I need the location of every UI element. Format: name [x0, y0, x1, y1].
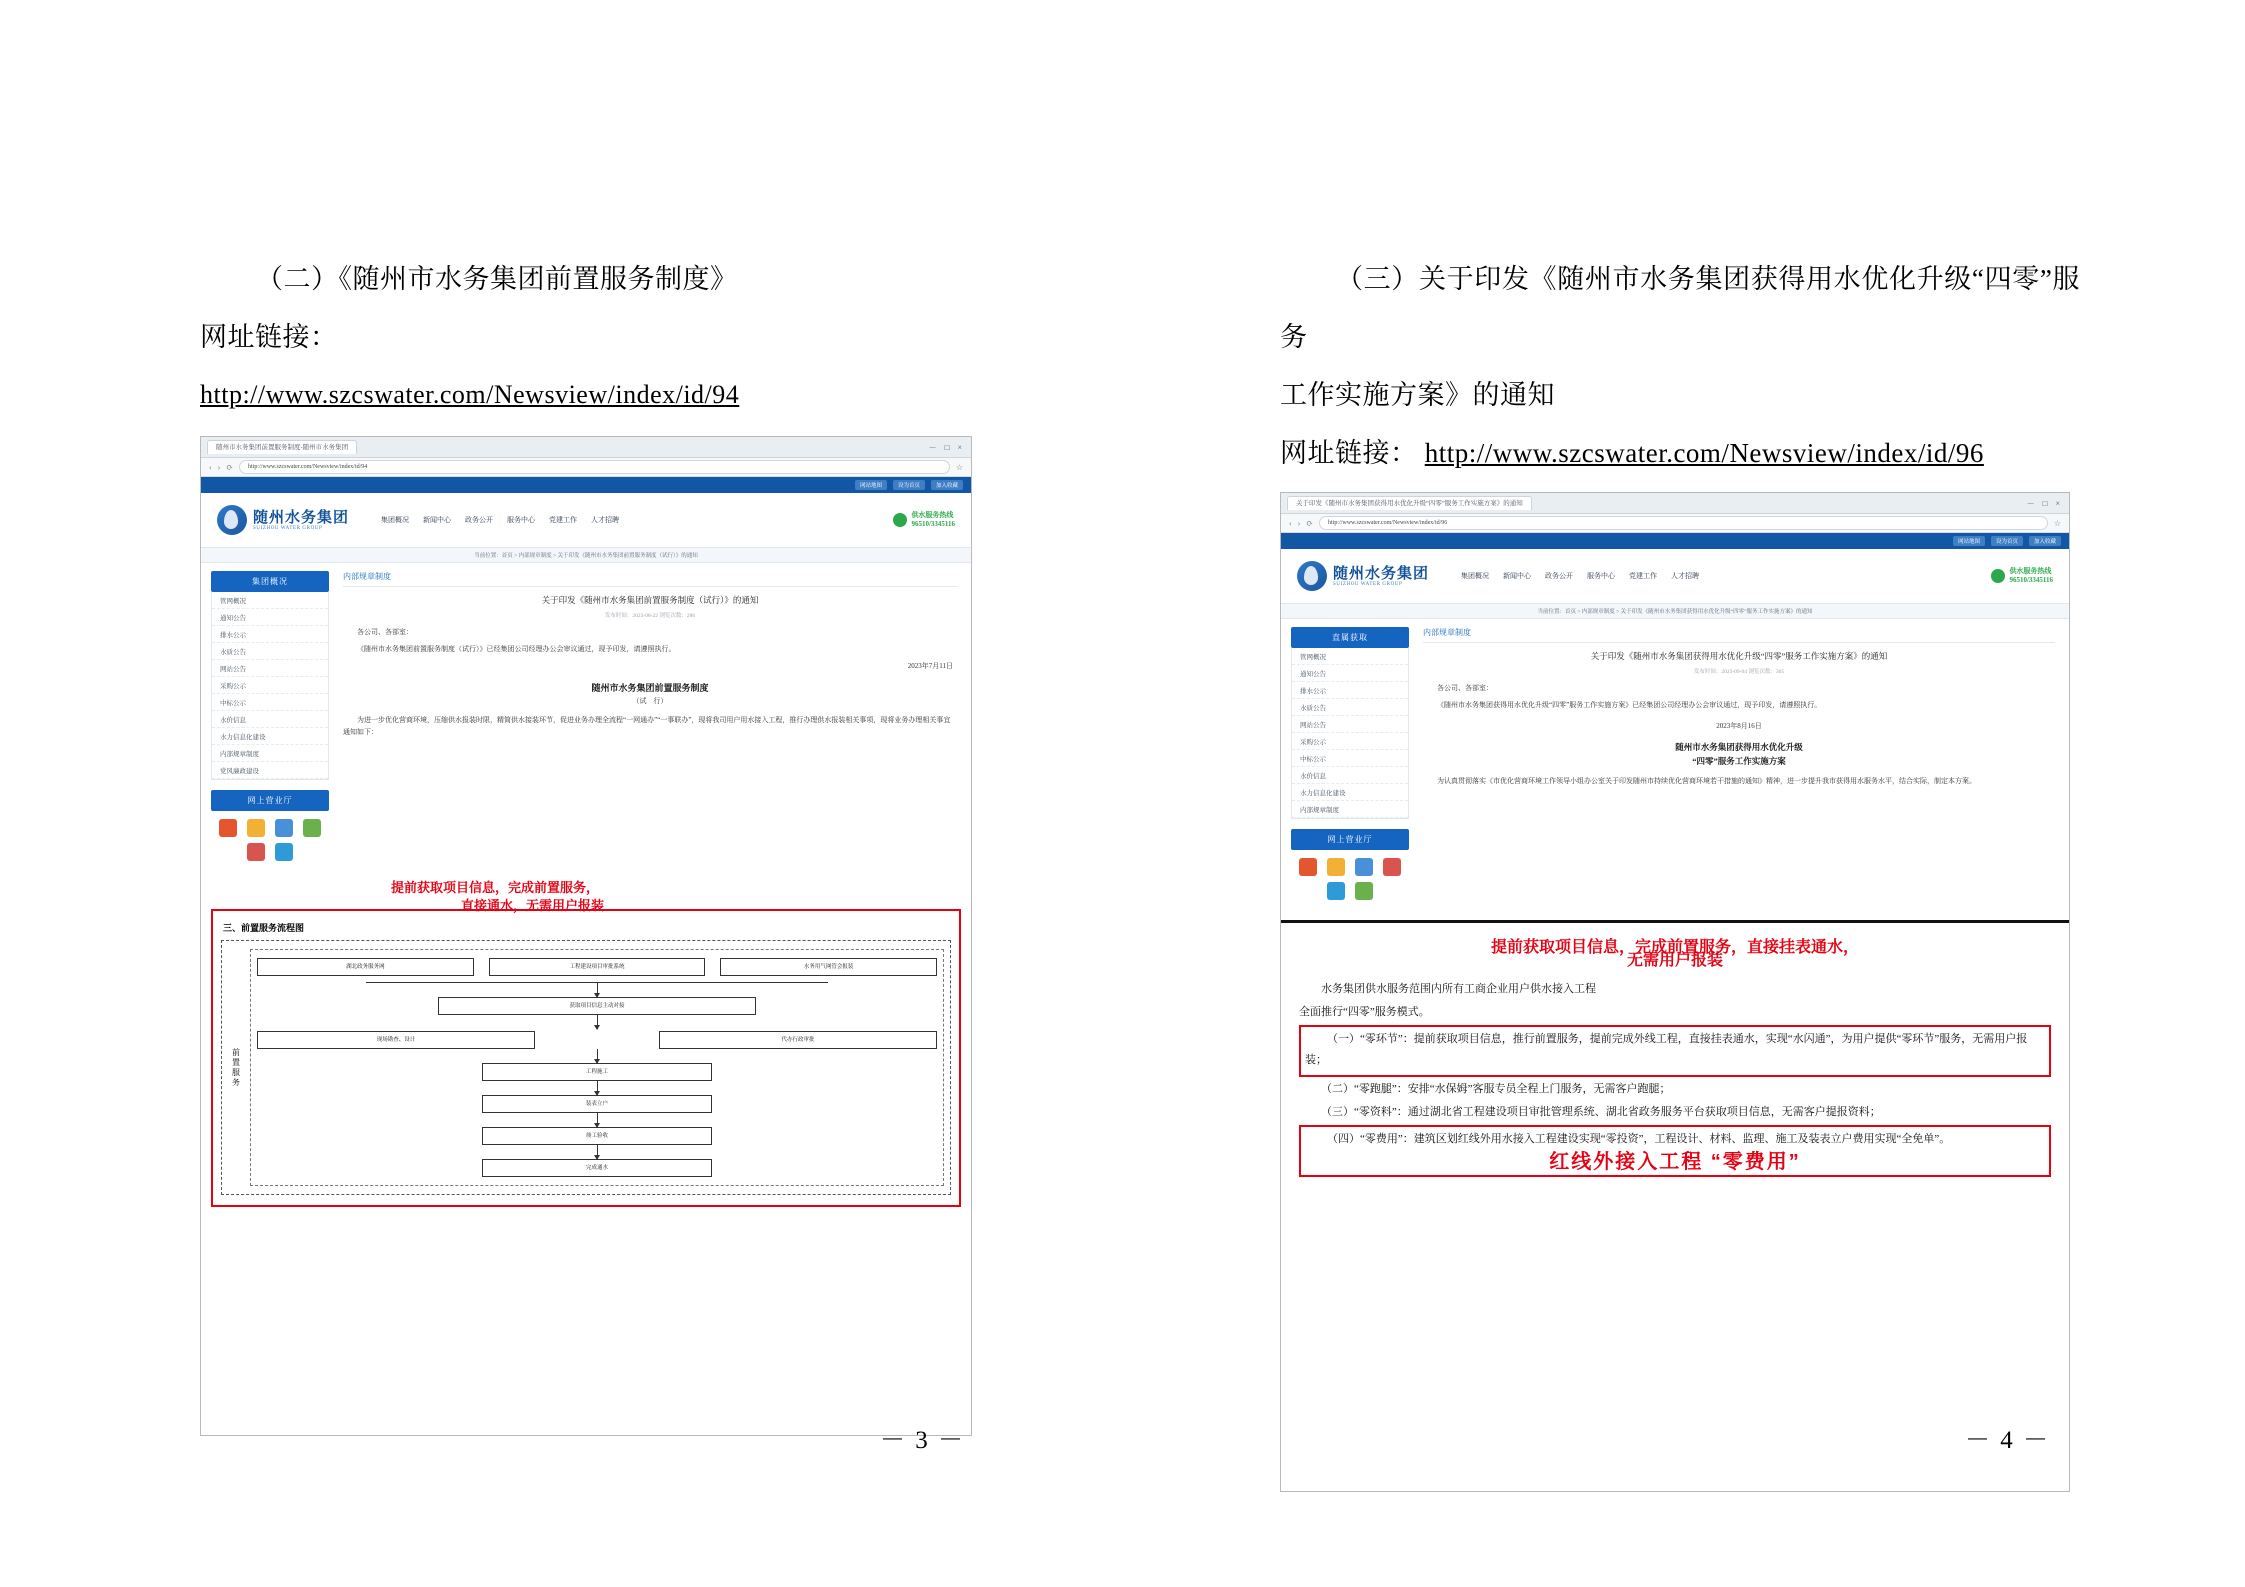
hotline-label-right: 供水服务热线	[2009, 567, 2052, 575]
right-article-text	[1281, 923, 2069, 1189]
service-guide-icon[interactable]	[247, 843, 265, 861]
flow-node-chain-2: 竣工验收	[482, 1127, 712, 1145]
page-number-right: － 4 －	[1965, 1427, 2051, 1454]
breadcrumb: 当前位置：首页 > 内部规章制度 > 关于印发《随州市水务集团前置服务制度（试行）》的通知	[201, 548, 971, 563]
content-head-right: 内部规章制度	[1423, 627, 2055, 643]
site-body	[201, 563, 971, 877]
sidebar-item-right-4[interactable]: 网站公告	[1292, 716, 1408, 733]
address-input[interactable]: http://www.szcswater.com/Newsview/index/id/94	[239, 460, 950, 474]
hotline-right	[1991, 567, 2053, 585]
browser-chrome	[201, 437, 971, 458]
browser-tab-right[interactable]: 关于印发《随州市水务集团获得用水优化升级“四零”服务工作实施方案》的通知	[1287, 496, 1532, 510]
article-body: 《随州市水务集团前置服务制度（试行）》已经集团公司经理办公会审议通过，现予印发，请遵照执行。	[357, 645, 676, 653]
feedback-icon-right[interactable]	[1327, 882, 1345, 900]
right-item-2: （二）“零跑腿”：安排“水保姆”客服专员全程上门服务，无需客户跑腿；	[1321, 1083, 1671, 1095]
site-top-link-0[interactable]: 网站地图	[855, 480, 887, 490]
flow-connector-5	[597, 1113, 598, 1127]
window-controls[interactable]: － □ ×	[928, 442, 965, 452]
sidebar-service-icons	[211, 811, 329, 869]
red-annotation-right-line1: 提前获取项目信息，完成前置服务，直接挂表通水，	[1490, 939, 1859, 956]
sidebar-item-0[interactable]: 管网概况	[212, 592, 328, 609]
red-annotation-right-line2: 无需用户报装	[1626, 952, 1723, 969]
site-top-link-right-1[interactable]: 设为首页	[1991, 536, 2023, 546]
left-column	[200, 250, 1000, 1436]
sidebar-title-2-right: 网上营业厅	[1291, 829, 1409, 850]
sidebar-title: 集团概况	[211, 571, 329, 592]
flow-connector-3	[597, 1049, 598, 1063]
sidebar-item-1[interactable]: 通知公告	[212, 609, 328, 626]
forward-arrow-icon-right[interactable]: ›	[1297, 518, 1301, 528]
star-icon-right[interactable]: ☆	[2053, 518, 2061, 528]
sidebar-item-10[interactable]: 党风廉政建设	[212, 762, 328, 779]
back-arrow-icon[interactable]: ‹	[209, 462, 212, 472]
site-topbar	[201, 477, 971, 493]
site-nav-right	[1461, 571, 1699, 581]
right-screenshot	[1280, 492, 2070, 1492]
right-item-1: （一）“零环节”：提前获取项目信息，推行前置服务，提前完成外线工程，直接挂表通水，实现“水闪通”，为用户提供“零环节”服务，无需用户报装；	[1305, 1033, 2028, 1066]
nav-item-5[interactable]: 人才招聘	[591, 516, 620, 524]
browser-address-bar-right	[1281, 514, 2069, 533]
sidebar-service-icons-right	[1291, 850, 1409, 908]
right-item-1-box	[1299, 1025, 2051, 1077]
logo-text-cn-right: 随州水务集团	[1333, 565, 1430, 582]
browser-tab[interactable]: 随州市水务集团前置服务制度-随州市水务集团	[207, 440, 357, 454]
article-meta-right: 发布时间：2023-09-04 浏览次数：305	[1693, 669, 1785, 675]
nav-item-right-1[interactable]: 新闻中心	[1503, 572, 1532, 580]
site-top-link-1[interactable]: 设为首页	[893, 480, 925, 490]
left-link-label: 网址链接：	[200, 322, 338, 352]
red-annotation-right-big: 红线外接入工程 “零费用”	[1549, 1151, 1801, 1173]
right-link-label: 网址链接：	[1280, 438, 1418, 468]
flow-node-top-2: 水务用气网管会报装	[720, 958, 937, 976]
left-url[interactable]: http://www.szcswater.com/Newsview/index/id/94	[200, 380, 740, 409]
sidebar-item-right-6[interactable]: 中标公示	[1292, 750, 1408, 767]
window-controls-right[interactable]: － □ ×	[2026, 498, 2063, 508]
sidebar-item-right-9[interactable]: 内部规章制度	[1292, 801, 1408, 818]
nav-item-right-3[interactable]: 服务中心	[1587, 572, 1616, 580]
nav-item-2[interactable]: 政务公开	[465, 516, 494, 524]
nav-item-1[interactable]: 新闻中心	[423, 516, 452, 524]
back-arrow-icon-right[interactable]: ‹	[1289, 518, 1292, 528]
sidebar-item-7[interactable]: 水价信息	[212, 711, 328, 728]
sidebar-item-8[interactable]: 水力信息化建设	[212, 728, 328, 745]
sidebar-right	[1281, 619, 1415, 916]
bill-query-icon-right[interactable]	[1299, 858, 1317, 876]
left-screenshot	[200, 436, 972, 1436]
right-item-3: （三）“零资料”：通过湖北省工程建设项目审批管理系统、湖北省政务服务平台获取项目信息，无需客户提报资料；	[1321, 1106, 1881, 1118]
nav-item-right-5[interactable]: 人才招聘	[1671, 572, 1700, 580]
online-pay-icon-right[interactable]	[1327, 858, 1345, 876]
service-guide-icon-right[interactable]	[1383, 858, 1401, 876]
flowchart-inner	[221, 940, 951, 1195]
refresh-icon[interactable]: ⟳	[226, 462, 234, 472]
article-meta: 发布时间：2023-08-22 浏览次数：286	[604, 613, 696, 619]
sidebar-title-right: 直属获取	[1291, 627, 1409, 648]
site-content	[335, 563, 971, 877]
sidebar-item-right-3[interactable]: 水质公告	[1292, 699, 1408, 716]
inner-doc-paragraph-right: 为认真贯彻落实《市优化营商环境工作领导小组办公室关于印发随州市持续优化营商环境若干措施的通知》精神，进一步提升我市获得用水服务水平，结合实际，制定本方案。	[1437, 777, 1976, 785]
right-intro-2: 全面推行“四零”服务模式。	[1299, 1006, 1430, 1018]
sidebar-item-right-8[interactable]: 水力信息化建设	[1292, 784, 1408, 801]
sidebar-item-right-0[interactable]: 管网概况	[1292, 648, 1408, 665]
red-annotation-line1: 提前获取项目信息，完成前置服务，	[391, 880, 600, 895]
business-handle-icon[interactable]	[275, 819, 293, 837]
flow-connector-2	[597, 1015, 598, 1029]
logo-text-cn: 随州水务集团	[253, 509, 350, 526]
address-input-right[interactable]: http://www.szcswater.com/Newsview/index/id/96	[1319, 516, 2048, 530]
hotline-label: 供水服务热线	[911, 511, 954, 519]
phone-icon	[893, 513, 907, 527]
flow-connector-6	[597, 1145, 598, 1159]
breadcrumb-right: 当前位置：首页 > 内部规章制度 > 关于印发《随州市水务集团获得用水优化升级“四零”服务工作实施方案》的通知	[1281, 604, 2069, 619]
flow-node-chain-0: 工程施工	[482, 1063, 712, 1081]
right-url[interactable]: http://www.szcswater.com/Newsview/index/id/96	[1424, 438, 1984, 468]
site-top-link-right-2[interactable]: 加入收藏	[2029, 536, 2061, 546]
star-icon[interactable]: ☆	[955, 462, 963, 472]
sidebar-item-3[interactable]: 水质公告	[212, 643, 328, 660]
water-apply-icon[interactable]	[303, 819, 321, 837]
nav-item-3[interactable]: 服务中心	[507, 516, 536, 524]
site-logo-right[interactable]	[1297, 561, 1429, 591]
sidebar-list	[211, 592, 329, 780]
water-apply-icon-right[interactable]	[1355, 882, 1373, 900]
browser-address-bar	[201, 458, 971, 477]
forward-arrow-icon[interactable]: ›	[217, 462, 221, 472]
right-heading-line1: （三）关于印发《随州市水务集团获得用水优化升级“四零”服务	[1280, 264, 2080, 352]
hotline-number-right: 96510/3345116	[2009, 576, 2053, 584]
article-body-right: 《随州市水务集团获得用水优化升级“四零”服务工作实施方案》已经集团公司经理办公会审议通过，现予印发，请遵照执行。	[1437, 701, 1822, 709]
sidebar-item-right-1[interactable]: 通知公告	[1292, 665, 1408, 682]
refresh-icon-right[interactable]: ⟳	[1306, 518, 1314, 528]
hotline	[893, 511, 955, 529]
sidebar-item-6[interactable]: 中标公示	[212, 694, 328, 711]
flow-node-top-0: 湖北政务服务网	[257, 958, 474, 976]
bill-query-icon[interactable]	[219, 819, 237, 837]
red-annotation-line2: 直接通水，无需用户报装	[461, 898, 605, 913]
nav-item-right-2[interactable]: 政务公开	[1545, 572, 1574, 580]
site-content-right	[1415, 619, 2069, 916]
article-title-right: 关于印发《随州市水务集团获得用水优化升级“四零”服务工作实施方案》的通知	[1590, 651, 1888, 661]
flow-node-top-1: 工程建设项目审批系统	[489, 958, 706, 976]
phone-icon-right	[1991, 569, 2005, 583]
right-column	[1280, 250, 2080, 1492]
site-body-right	[1281, 619, 2069, 916]
browser-chrome-right	[1281, 493, 2069, 514]
sidebar-item-right-5[interactable]: 采购公示	[1292, 733, 1408, 750]
flowchart-pair-row	[257, 1031, 937, 1049]
business-handle-icon-right[interactable]	[1355, 858, 1373, 876]
flow-connector-1	[597, 983, 598, 997]
sidebar-item-right-2[interactable]: 排水公示	[1292, 682, 1408, 699]
site-nav	[381, 515, 619, 525]
site-topbar-right	[1281, 533, 2069, 549]
left-heading: （二）《随州市水务集团前置服务制度》	[256, 264, 738, 294]
nav-item-4[interactable]: 党建工作	[549, 516, 578, 524]
flowchart	[211, 909, 961, 1207]
page-number-left: － 3 －	[880, 1427, 966, 1454]
flow-node-chain-1: 装表立户	[482, 1095, 712, 1113]
content-head: 内部规章制度	[343, 571, 957, 587]
sidebar-title-2: 网上营业厅	[211, 790, 329, 811]
flow-node-mid: 获取项目信息主动对接	[438, 997, 757, 1015]
article-date: 2023年7月11日	[907, 662, 953, 670]
water-drop-logo-icon	[217, 505, 247, 535]
hotline-number: 96510/3345116	[911, 520, 955, 528]
flow-node-chain-3: 完成通水	[482, 1159, 712, 1177]
flowchart-top-row	[257, 958, 937, 976]
article-salutation-right: 各公司、各部室：	[1437, 684, 1493, 692]
inner-doc-title-right-2: “四零”服务工作实施方案	[1692, 756, 1786, 766]
flowchart-body	[250, 949, 944, 1186]
right-item-4: （四）“零费用”：建筑区划红线外用水接入工程建设实现“零投资”，工程设计、材料、监理、施工及装表立户费用实现“全免单”。	[1327, 1133, 1951, 1145]
feedback-icon[interactable]	[275, 843, 293, 861]
sidebar-item-2[interactable]: 排水公示	[212, 626, 328, 643]
flow-connector-4	[597, 1081, 598, 1095]
logo-text-en-right: SUIZHOU WATER GROUP	[1333, 581, 1403, 587]
sidebar-list-right	[1291, 648, 1409, 819]
sidebar	[201, 563, 335, 877]
logo-text-en: SUIZHOU WATER GROUP	[253, 525, 323, 531]
site-header	[201, 493, 971, 548]
site-header-right	[1281, 549, 2069, 604]
right-item-4-box	[1299, 1125, 2051, 1177]
online-pay-icon[interactable]	[247, 819, 265, 837]
site-top-link-right-0[interactable]: 网站地图	[1953, 536, 1985, 546]
right-intro-1: 水务集团供水服务范围内所有工商企业用户供水接入工程	[1321, 983, 1596, 995]
inner-doc-title-right-1: 随州市水务集团获得用水优化升级	[1675, 742, 1803, 752]
site-top-link-2[interactable]: 加入收藏	[931, 480, 963, 490]
flowchart-title: 三、前置服务流程图	[223, 923, 305, 933]
site-logo[interactable]	[217, 505, 349, 535]
article-title: 关于印发《随州市水务集团前置服务制度（试行）》的通知	[541, 595, 759, 605]
nav-item-right-4[interactable]: 党建工作	[1629, 572, 1658, 580]
flowchart-vertical-label: 前置服务	[231, 1047, 241, 1088]
sidebar-item-4[interactable]: 网站公告	[212, 660, 328, 677]
right-heading-line2: 工作实施方案》的通知	[1280, 380, 1555, 410]
inner-doc-paragraph: 为进一步优化营商环境，压缩供水报装时限，精简供水接装环节，促进业务办理全流程“一网通办”“一事联办”，现将我司用户用水接入工程，推行办理供水报装相关事项，现将业务办理相关事宜通知如下：	[343, 716, 951, 736]
water-drop-logo-icon-right	[1297, 561, 1327, 591]
nav-item-right-0[interactable]: 集团概况	[1461, 572, 1490, 580]
sidebar-item-9[interactable]: 内部规章制度	[212, 745, 328, 762]
article-date-right: 2023年8月16日	[1716, 722, 1762, 730]
inner-doc-title: 随州市水务集团前置服务制度	[591, 683, 709, 693]
sidebar-item-right-7[interactable]: 水价信息	[1292, 767, 1408, 784]
nav-item-0[interactable]: 集团概况	[381, 516, 410, 524]
article-salutation: 各公司、各部室：	[357, 628, 413, 636]
inner-doc-subtitle: （试 行）	[632, 697, 668, 705]
flow-node-pair-1: 代办行政审批	[659, 1031, 937, 1049]
sidebar-item-5[interactable]: 采购公示	[212, 677, 328, 694]
flow-node-pair-0: 现场勘查、设计	[257, 1031, 535, 1049]
right-link-row	[1280, 424, 2080, 482]
